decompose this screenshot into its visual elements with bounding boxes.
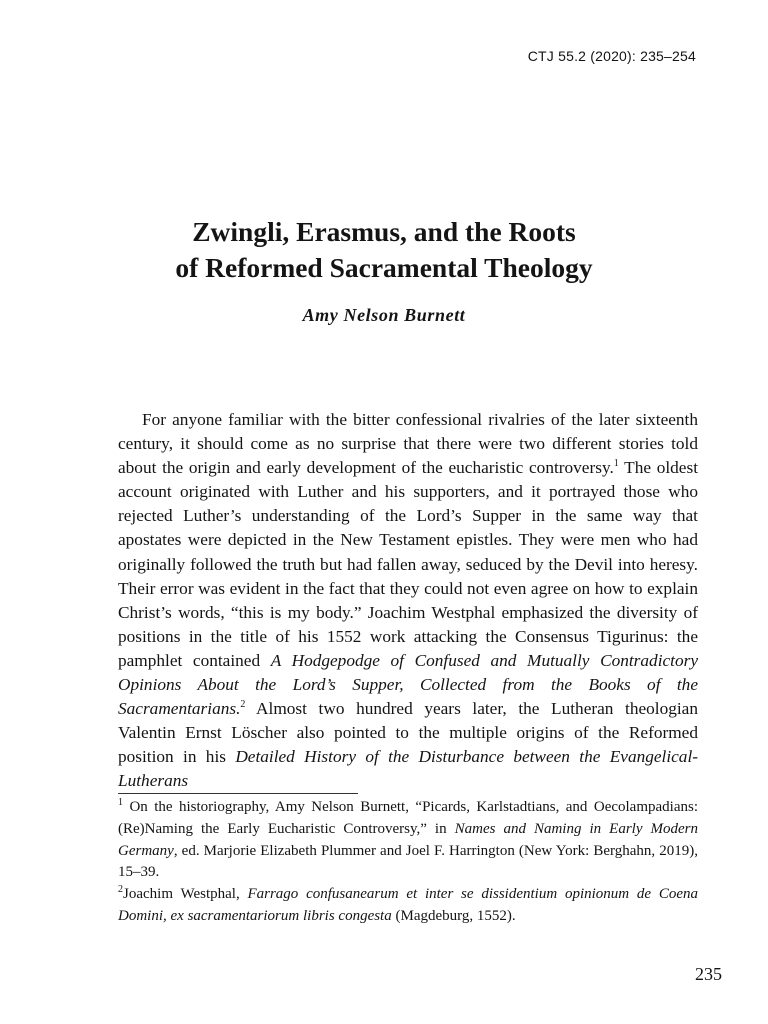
footnote-divider bbox=[118, 793, 358, 794]
journal-citation-text: CTJ 55.2 (2020): 235–254 bbox=[527, 48, 696, 64]
footnote-text: On the historiography, Amy Nelson Burnett, “Picards, Karlstadtians, and Oecolampadians: (Re)Naming the Early Eucharistic Controversy,” in bbox=[118, 799, 698, 837]
body-text-part: The oldest account originated with Luther and his supporters, and it portrayed those who rejected Luther’s understanding of the Lord’s Supper in the same way that apostates were depicted in the New Testament epistles. They were men who had originally followed the truth but had fallen away, seduced by the Devil into heresy. Their error was evident in the fact that they could not even agree on how to explain Christ’s words, “this is my body.” Joachim Westphal emphasized the diversity of positions in the title of his 1552 work attacking the Consensus Tigurinus: the pamphlet contained bbox=[118, 458, 698, 670]
footnote-italic: Farrago confusanearum et inter se dissidentium opinionum de Coena Domini, ex sacramentariorum libris congesta bbox=[118, 886, 698, 924]
body-italic-title: A Hodgepodge of Confused and Mutually Contradictory Opinions About the Lord’s Supper, Collected from the Books of the Sacramentarians. bbox=[118, 650, 698, 719]
footnote-ref-2: 2 bbox=[240, 699, 246, 711]
footnote-text: , ed. Marjorie Elizabeth Plummer and Joel F. Harrington (New York: Berghahn, 2019), 15–39. bbox=[118, 842, 698, 881]
article-title bbox=[0, 214, 768, 286]
footnotes bbox=[118, 797, 698, 928]
body-italic-title: Detailed History of the Disturbance between the Evangelical-Lutherans bbox=[118, 747, 699, 791]
footnote-marker: 1 bbox=[118, 797, 123, 808]
title-line-2: of Reformed Sacramental Theology bbox=[175, 252, 593, 283]
footnote-2 bbox=[118, 884, 698, 928]
footnote-ref-1: 1 bbox=[613, 458, 619, 470]
footnote-1 bbox=[118, 797, 698, 884]
footnote-text: Joachim Westphal, bbox=[123, 886, 248, 903]
journal-citation bbox=[528, 48, 696, 64]
title-line-1: Zwingli, Erasmus, and the Roots bbox=[192, 216, 576, 247]
article-author: Amy Nelson Burnett bbox=[302, 305, 466, 325]
footnote-marker: 2 bbox=[118, 884, 123, 896]
footnote-text: (Magdeburg, 1552). bbox=[391, 907, 516, 924]
body-text-part: Almost two hundred years later, the Lutheran theologian Valentin Ernst Löscher also pointed to the multiple origins of the Reformed position in his bbox=[118, 699, 698, 767]
footnote-italic: Names and Naming in Early Modern Germany bbox=[118, 820, 699, 859]
body-paragraph bbox=[118, 408, 698, 794]
page-number: 235 bbox=[695, 964, 722, 984]
body-text-part: For anyone familiar with the bitter confessional rivalries of the later sixteenth century, it should come as no surprise that there were two different stories told about the origin and early development of the eucharistic controversy. bbox=[118, 410, 698, 478]
